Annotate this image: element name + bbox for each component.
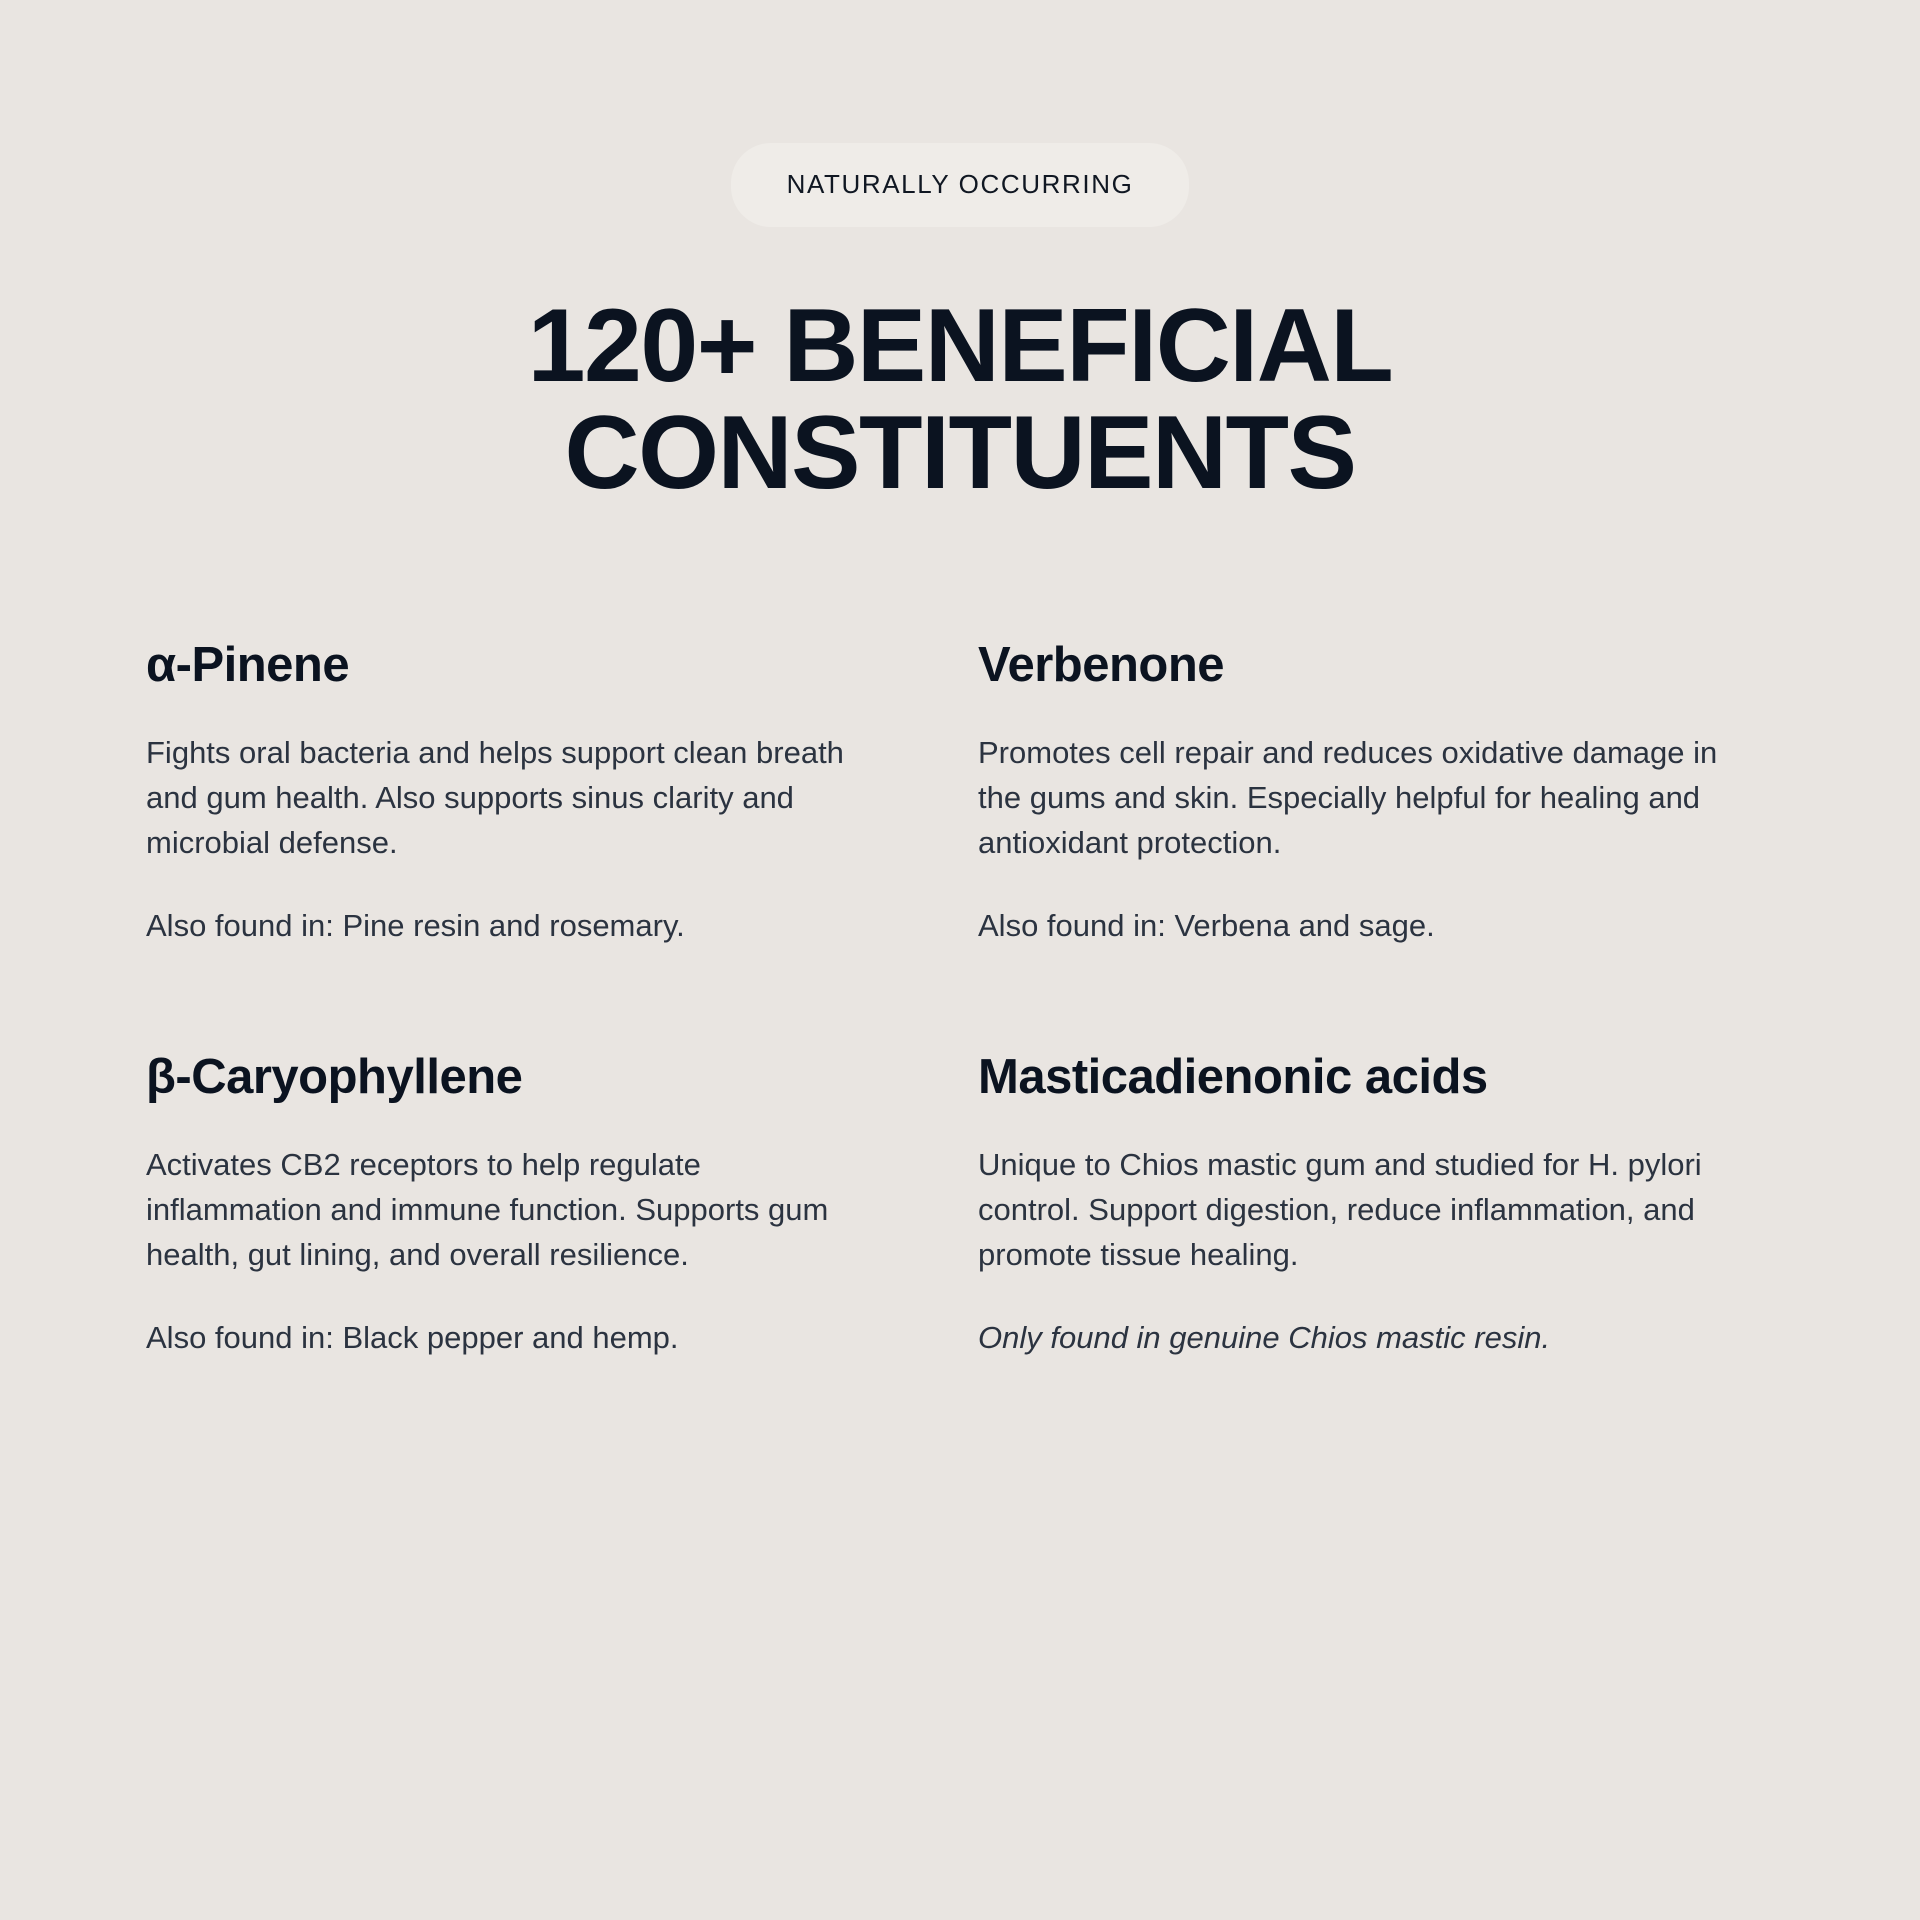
constituent-card-masticadienonic-acids	[978, 1051, 1768, 1361]
page-title: 120+ BENEFICIAL CONSTITUENTS	[527, 288, 1393, 512]
constituent-description: Activates CB2 receptors to help regulate inflammation and immune function. Supports gum health, gut lining, and overall resilience.	[146, 1146, 829, 1272]
constituent-title: β-Caryophyllene	[146, 1049, 523, 1104]
constituent-description: Unique to Chios mastic gum and studied for H. pylori control. Support digestion, reduce inflammation, and promote tissue healing.	[978, 1146, 1702, 1272]
constituent-description: Promotes cell repair and reduces oxidative damage in the gums and skin. Especially helpful for healing and antioxidant protection.	[978, 735, 1718, 860]
constituent-note: Only found in genuine Chios mastic resin.	[978, 1319, 1551, 1355]
constituent-note: Also found in: Black pepper and hemp.	[146, 1319, 679, 1355]
constituent-card-beta-caryophyllene	[146, 1051, 936, 1361]
constituent-note: Also found in: Verbena and sage.	[978, 907, 1435, 943]
badge-container	[0, 0, 1920, 227]
status-badge: NATURALLY OCCURRING	[731, 143, 1190, 227]
constituent-title: Verbenone	[978, 638, 1225, 693]
constituent-card-verbenone	[978, 639, 1768, 949]
constituents-grid	[0, 639, 1920, 1360]
constituent-title: α-Pinene	[146, 638, 350, 693]
constituent-description: Fights oral bacteria and helps support clean breath and gum health. Also supports sinus clarity and microbial defense.	[146, 735, 844, 860]
constituent-card-alpha-pinene	[146, 639, 936, 949]
constituent-note: Also found in: Pine resin and rosemary.	[146, 907, 685, 943]
constituent-title: Masticadienonic acids	[978, 1049, 1488, 1104]
